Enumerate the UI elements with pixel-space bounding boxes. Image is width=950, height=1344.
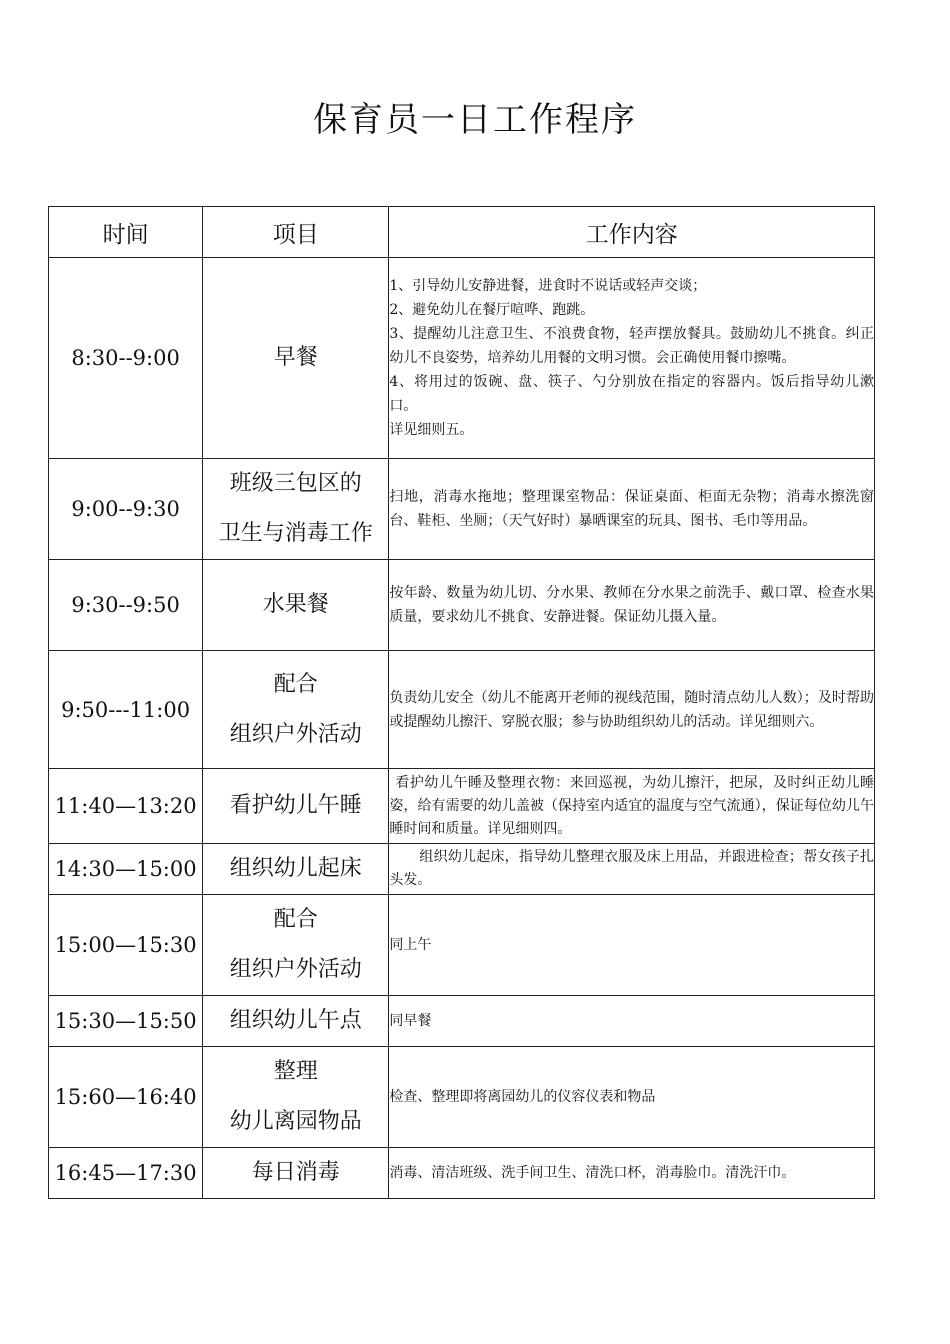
item-cell — [203, 651, 389, 769]
item-line: 卫生与消毒工作 — [218, 521, 373, 546]
item-cell — [203, 258, 389, 459]
content-line: 扫地，消毒水拖地；整理课室物品：保证桌面、柜面无杂物；消毒水擦洗窗台、鞋柜、坐厕；（天气好时）暴晒课室的玩具、图书、毛巾等用品。 — [389, 489, 874, 529]
item-line: 配合 — [273, 671, 318, 697]
time-cell: 8:30--9:00 — [49, 258, 203, 459]
time-cell: 15:00—15:30 — [49, 895, 203, 996]
content-line: 详见细则五。 — [389, 422, 474, 438]
time-cell: 9:50---11:00 — [49, 651, 203, 769]
item-line: 组织幼儿起床 — [229, 856, 362, 881]
header-content: 工作内容 — [389, 207, 875, 258]
header-time: 时间 — [49, 207, 203, 258]
item-line: 班级三包区的 — [229, 471, 362, 496]
content-line: 2、避免幼儿在餐厅喧哗、跑跳。 — [389, 302, 595, 318]
content-line: 同早餐 — [389, 1013, 432, 1029]
content-cell — [389, 651, 875, 769]
table-row — [49, 1148, 875, 1199]
content-cell — [389, 1148, 875, 1199]
item-line: 水果餐 — [262, 592, 329, 617]
table-row — [49, 996, 875, 1047]
table-row — [49, 895, 875, 996]
page-title: 保育员一日工作程序 — [313, 100, 637, 140]
schedule-table — [48, 206, 875, 1199]
item-cell — [203, 895, 389, 996]
table-row — [49, 459, 875, 560]
item-line: 看护幼儿午睡 — [229, 793, 362, 818]
content-line: 负责幼儿安全（幼儿不能离开老师的视线范围，随时清点幼儿人数）；及时帮助或提醒幼儿擦汗、穿脱衣服；参与协助组织幼儿的活动。详见细则六。 — [389, 689, 874, 730]
content-line: 消毒、清洁班级、洗手间卫生、清洗口杯，消毒脸巾。清洗汗巾。 — [389, 1165, 796, 1181]
table-row — [49, 769, 875, 844]
time-cell: 9:00--9:30 — [49, 459, 203, 560]
item-cell — [203, 1148, 389, 1199]
time-cell: 14:30—15:00 — [49, 844, 203, 895]
item-line: 每日消毒 — [251, 1160, 340, 1185]
content-cell — [389, 844, 875, 895]
item-line: 配合 — [273, 907, 318, 932]
content-line: 3、提醒幼儿注意卫生、不浪费食物，轻声摆放餐具。鼓励幼儿不挑食。纠正幼儿不良姿势，培养幼儿用餐的文明习惯。会正确使用餐巾擦嘴。 — [389, 326, 874, 366]
content-line: 4、将用过的饭碗、盘、筷子、勺分别放在指定的容器内。饭后指导幼儿漱口。 — [389, 374, 874, 414]
table-header-row — [49, 207, 875, 258]
content-cell — [389, 895, 875, 996]
time-cell: 15:60—16:40 — [49, 1047, 203, 1148]
content-cell — [389, 996, 875, 1047]
item-cell — [203, 996, 389, 1047]
content-line: 看护幼儿午睡及整理衣物：来回巡视，为幼儿擦汗，把尿，及时纠正幼儿睡姿，给有需要的幼儿盖被（保持室内适宜的温度与空气流通），保证每位幼儿午睡时间和质量。详见细则四。 — [389, 774, 874, 837]
content-line: 组织幼儿起床，指导幼儿整理衣服及床上用品，并跟进检查；帮女孩子扎头发。 — [389, 849, 874, 888]
item-line: 组织幼儿午点 — [229, 1008, 362, 1033]
content-cell — [389, 560, 875, 651]
content-cell — [389, 258, 875, 459]
table-row — [49, 844, 875, 895]
header-item: 项目 — [203, 207, 389, 258]
table-row — [49, 1047, 875, 1148]
content-cell — [389, 769, 875, 844]
table-row — [49, 651, 875, 769]
content-line: 按年龄、数量为幼儿切、分水果、教师在分水果之前洗手、戴口罩、检查水果质量，要求幼儿不挑食、安静进餐。保证幼儿摄入量。 — [389, 585, 874, 625]
time-cell: 11:40—13:20 — [49, 769, 203, 844]
item-line: 组织户外活动 — [229, 721, 362, 747]
time-cell: 16:45—17:30 — [49, 1148, 203, 1199]
content-cell — [389, 1047, 875, 1148]
content-line: 1、引导幼儿安静进餐，进食时不说话或轻声交谈； — [389, 278, 707, 294]
content-cell — [389, 459, 875, 560]
item-line: 幼儿离园物品 — [229, 1109, 362, 1134]
table-row — [49, 258, 875, 459]
item-line: 早餐 — [273, 345, 318, 370]
item-line: 组织户外活动 — [229, 957, 362, 982]
item-cell — [203, 560, 389, 651]
item-cell — [203, 1047, 389, 1148]
time-cell: 15:30—15:50 — [49, 996, 203, 1047]
time-cell: 9:30--9:50 — [49, 560, 203, 651]
item-cell — [203, 459, 389, 560]
item-line: 整理 — [273, 1059, 318, 1084]
item-cell — [203, 844, 389, 895]
content-line: 检查、整理即将离园幼儿的仪容仪表和物品 — [389, 1089, 656, 1105]
item-cell — [203, 769, 389, 844]
table-row — [49, 560, 875, 651]
content-line: 同上午 — [389, 937, 432, 953]
